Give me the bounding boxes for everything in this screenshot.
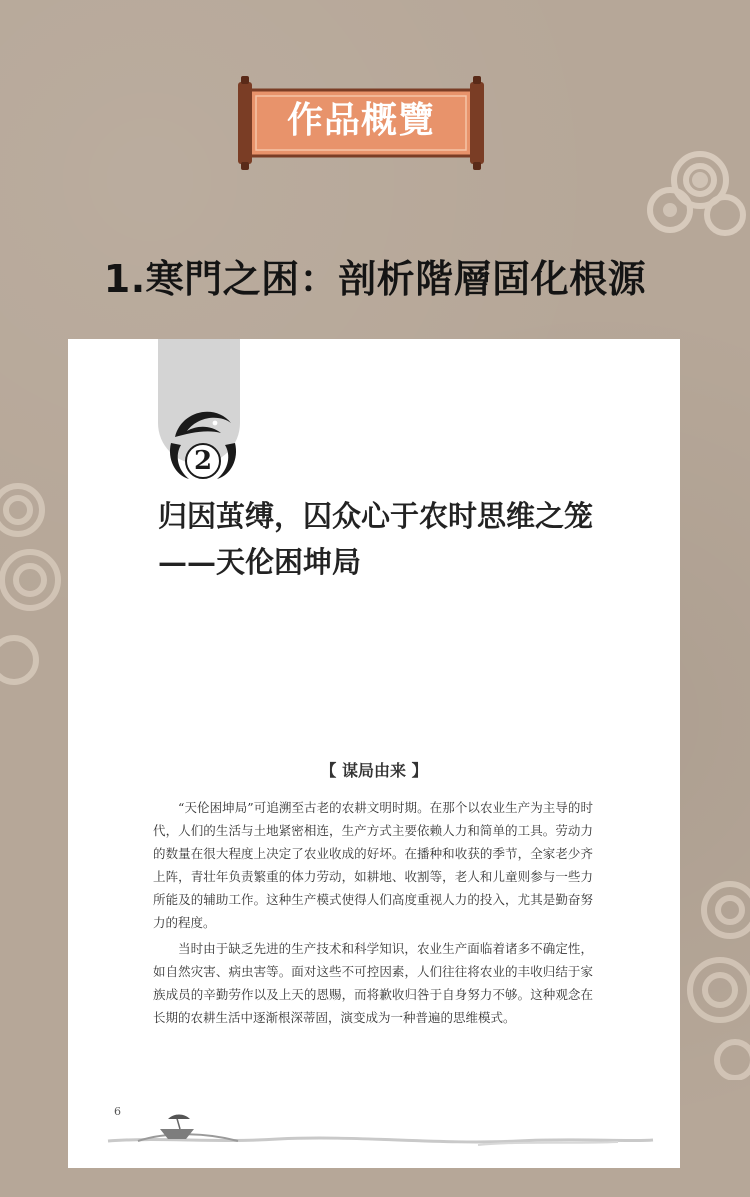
cloud-decoration-right-top <box>640 140 750 250</box>
section-heading: 【 谋局由来 】 <box>320 761 428 780</box>
cloud-decoration-right-bottom <box>680 880 750 1080</box>
paragraph: 当时由于缺乏先进的生产技术和科学知识，农业生产面临着诸多不确定性，如自然灾害、病虫害等。面对这些不可控因素，人们往往将农业的丰收归结于家族成员的辛勤劳作以及上天的恩赐，而将歉收归咎于自身努力不够。这种观念在长期的农耕生活中逐渐根深蒂固，演变成为一种普遍的思维模式。 <box>153 941 593 1025</box>
chapter-emblem <box>163 403 243 483</box>
chapter-number: 2 <box>193 446 213 476</box>
book-page <box>68 339 680 1168</box>
body-text <box>153 796 593 1032</box>
chapter-title <box>158 493 658 585</box>
chapter-title-line2: ——天伦困坤局 <box>158 545 362 579</box>
page-number: 6 <box>114 1105 121 1118</box>
section-title: 1.寒門之困：剖析階層固化根源 <box>103 257 647 301</box>
title-scroll-banner <box>236 76 486 170</box>
banner-title: 作品概覽 <box>286 100 435 141</box>
chapter-title-line1: 归因茧缚，囚众心于农时思维之笼 <box>158 499 594 533</box>
cloud-decoration-left <box>0 470 70 700</box>
paragraph: “天伦困坤局”可追溯至古老的农耕文明时期。在那个以农业生产为主导的时代，人们的生活与土地紧密相连，生产方式主要依赖人力和简单的工具。劳动力的数量在很大程度上决定了农业收成的好坏。在播种和收获的季节，全家老少齐上阵，青壮年负责繁重的体力劳动，如耕地、收割等，老人和儿童则参与一些力所能及的辅助工作。这种生产模式使得人们高度重视人力的投入，尤其是勤奋努力的程度。 <box>153 800 593 930</box>
ink-landscape-icon <box>98 1111 658 1151</box>
